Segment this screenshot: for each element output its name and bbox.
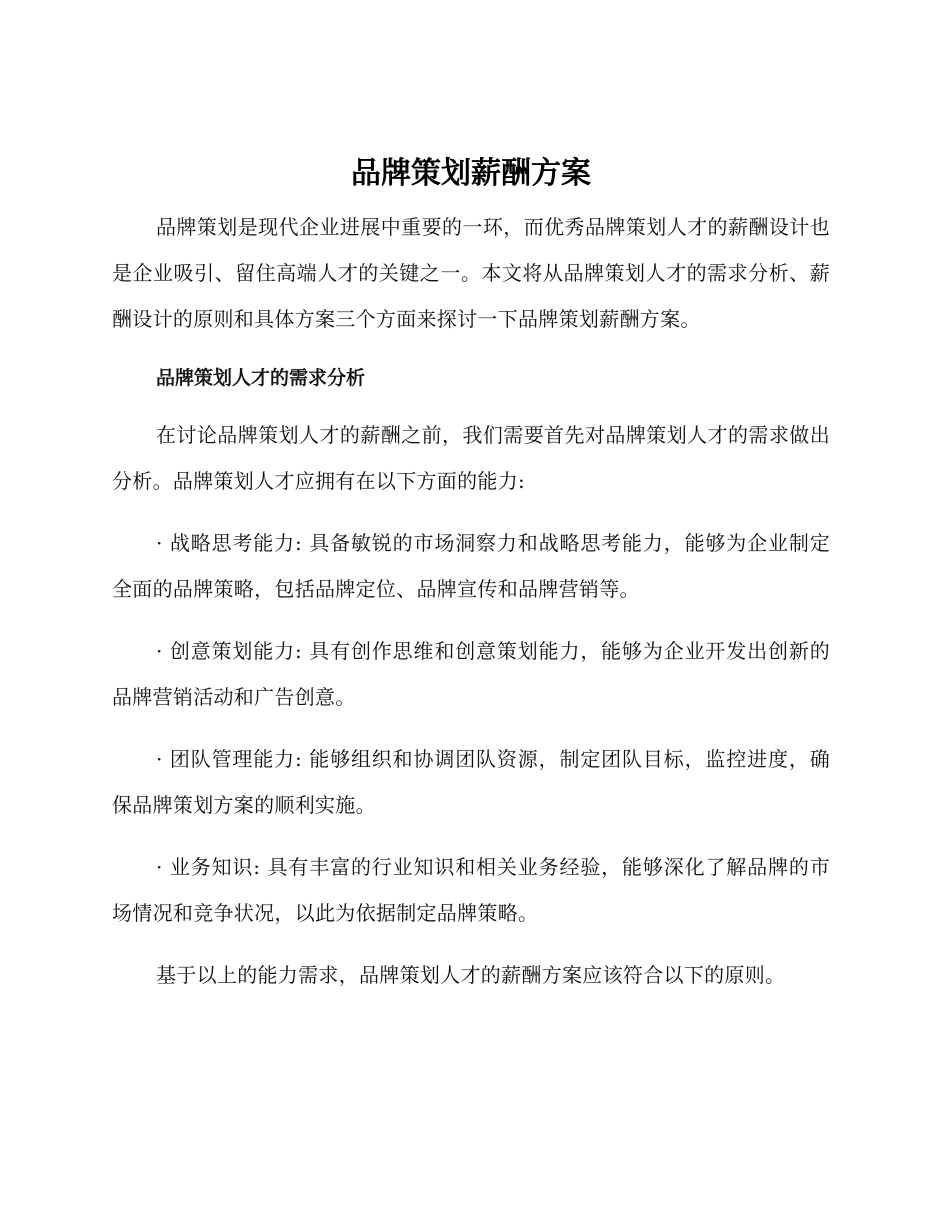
conclusion-paragraph: 基于以上的能力需求，品牌策划人才的薪酬方案应该符合以下的原则。 xyxy=(156,963,786,987)
list-item-creative: · 创意策划能力: 具有创作思维和创意策划能力，能够为企业开发出创新的品牌营销活动和广告创意。 xyxy=(112,639,830,709)
list-item-strategy: · 战略思考能力: 具备敏锐的市场洞察力和战略思考能力，能够为企业制定全面的品牌策略，包括品牌定位、品牌宣传和品牌营销等。 xyxy=(112,531,830,601)
section-lead-paragraph: 在讨论品牌策划人才的薪酬之前，我们需要首先对品牌策划人才的需求做出分析。品牌策划人才应拥有在以下方面的能力: xyxy=(112,423,830,493)
section-heading: 品牌策划人才的需求分析 xyxy=(156,367,366,389)
list-item-team: · 团队管理能力: 能够组织和协调团队资源，制定团队目标，监控进度，确保品牌策划方案的顺利实施。 xyxy=(112,747,830,817)
intro-paragraph: 品牌策划是现代企业进展中重要的一环，而优秀品牌策划人才的薪酬设计也是企业吸引、留住高端人才的关键之一。本文将从品牌策划人才的需求分析、薪酬设计的原则和具体方案三个方面来探讨一下品牌策划薪酬方案。 xyxy=(112,215,830,331)
document-page xyxy=(112,140,830,998)
list-item-business: · 业务知识: 具有丰富的行业知识和相关业务经验，能够深化了解品牌的市场情况和竞争状况，以此为依据制定品牌策略。 xyxy=(112,855,830,925)
document-title: 品牌策划薪酬方案 xyxy=(351,156,591,191)
